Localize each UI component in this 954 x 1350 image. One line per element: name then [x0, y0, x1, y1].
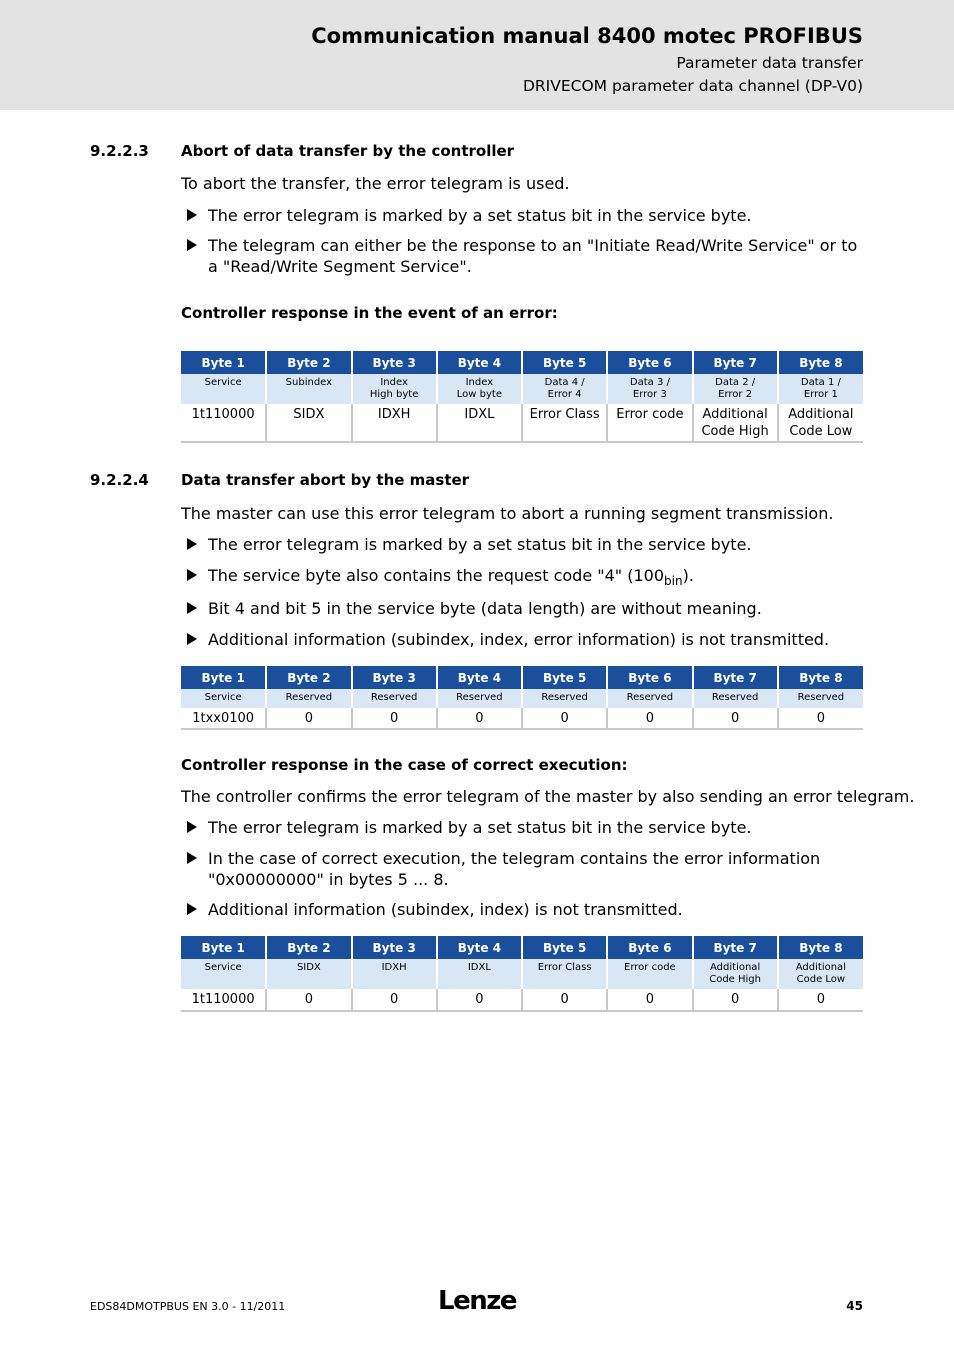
- meta-cell: Additional Code Low: [778, 959, 863, 989]
- triangle-bullet-icon: [187, 602, 197, 614]
- value-cell: Additional Code High: [693, 404, 778, 442]
- meta-cell: Reserved: [607, 689, 692, 708]
- meta-cell: SIDX: [266, 959, 351, 989]
- column-header: Byte 3: [352, 351, 437, 374]
- meta-row: [181, 374, 863, 404]
- triangle-bullet-icon: [187, 903, 197, 915]
- bullet-item: [187, 534, 867, 555]
- meta-row: [181, 959, 863, 989]
- column-header: Byte 3: [352, 666, 437, 689]
- page-number: 45: [846, 1299, 863, 1313]
- meta-cell: Service: [181, 374, 266, 404]
- header-chapter: Parameter data transfer: [676, 54, 863, 72]
- bullet-text: Additional information (subindex, index, error information) is not transmitted.: [208, 630, 830, 649]
- meta-cell: Index High byte: [352, 374, 437, 404]
- bullet-text: The error telegram is marked by a set status bit in the service byte.: [208, 535, 752, 554]
- meta-cell: Additional Code High: [693, 959, 778, 989]
- column-header: Byte 4: [437, 351, 522, 374]
- value-cell: 0: [437, 989, 522, 1011]
- page-header: [0, 0, 954, 110]
- column-header: Byte 8: [778, 351, 863, 374]
- value-cell: 1txx0100: [181, 708, 266, 729]
- paragraph: The master can use this error telegram to abort a running segment transmission.: [181, 504, 834, 523]
- meta-cell: Reserved: [266, 689, 351, 708]
- triangle-bullet-icon: [187, 209, 197, 221]
- triangle-bullet-icon: [187, 633, 197, 645]
- column-header: Byte 8: [778, 936, 863, 959]
- value-cell: 1t110000: [181, 404, 266, 442]
- master-abort-table: [181, 666, 863, 730]
- bullet-item: [187, 629, 867, 650]
- value-cell: 0: [352, 989, 437, 1011]
- bullet-item: [187, 565, 867, 592]
- value-row: [181, 989, 863, 1011]
- section-number: 9.2.2.3: [90, 142, 149, 160]
- value-cell: SIDX: [266, 404, 351, 442]
- paragraph: To abort the transfer, the error telegram is used.: [181, 174, 570, 193]
- triangle-bullet-icon: [187, 821, 197, 833]
- meta-row: [181, 689, 863, 708]
- meta-cell: Error Class: [522, 959, 607, 989]
- column-header: Byte 6: [607, 351, 692, 374]
- column-header: Byte 4: [437, 666, 522, 689]
- bullet-item: [187, 598, 867, 619]
- column-header: Byte 6: [607, 666, 692, 689]
- meta-cell: Service: [181, 959, 266, 989]
- section-title: Abort of data transfer by the controller: [181, 142, 515, 160]
- value-cell: 0: [693, 708, 778, 729]
- meta-cell: Reserved: [693, 689, 778, 708]
- column-header: Byte 7: [693, 666, 778, 689]
- bullet-text: The service byte also contains the request code "4" $(100_{bin})$.: [208, 566, 694, 589]
- bullet-item: [187, 235, 867, 277]
- meta-cell: IDXL: [437, 959, 522, 989]
- value-row: [181, 404, 863, 442]
- value-cell: Additional Code Low: [778, 404, 863, 442]
- bullet-text: Additional information (subindex, index) is not transmitted.: [208, 900, 683, 919]
- section-title: Data transfer abort by the master: [181, 471, 470, 489]
- bullet-text: In the case of correct execution, the telegram contains the error information "0x00000000" in bytes 5 ... 8.: [208, 849, 821, 889]
- column-header: Byte 1: [181, 351, 266, 374]
- error-response-table: [181, 351, 863, 443]
- column-header: Byte 2: [266, 351, 351, 374]
- triangle-bullet-icon: [187, 569, 197, 581]
- column-header: Byte 5: [522, 351, 607, 374]
- meta-cell: Data 1 / Error 1: [778, 374, 863, 404]
- column-header: Byte 8: [778, 666, 863, 689]
- triangle-bullet-icon: [187, 239, 197, 251]
- value-cell: IDXL: [437, 404, 522, 442]
- column-header: Byte 3: [352, 936, 437, 959]
- paragraph: The controller confirms the error telegram of the master by also sending an error telegram.: [181, 787, 915, 806]
- value-cell: 0: [352, 708, 437, 729]
- header-row: [181, 666, 863, 689]
- value-cell: 0: [522, 708, 607, 729]
- correct-execution-table: [181, 936, 863, 1012]
- subheading: Controller response in the case of correct execution:: [181, 756, 628, 774]
- subheading: Controller response in the event of an error:: [181, 304, 558, 322]
- meta-cell: Reserved: [522, 689, 607, 708]
- column-header: Byte 7: [693, 936, 778, 959]
- value-cell: IDXH: [352, 404, 437, 442]
- column-header: Byte 2: [266, 666, 351, 689]
- bullet-text: Bit 4 and bit 5 in the service byte (data length) are without meaning.: [208, 599, 762, 618]
- bullet-item: [187, 205, 867, 226]
- manual-title: Communication manual 8400 motec PROFIBUS: [311, 24, 863, 48]
- value-cell: 0: [266, 708, 351, 729]
- column-header: Byte 7: [693, 351, 778, 374]
- value-cell: 0: [607, 989, 692, 1011]
- value-cell: 0: [522, 989, 607, 1011]
- lenze-logo: [437, 1284, 517, 1316]
- meta-cell: Index Low byte: [437, 374, 522, 404]
- column-header: Byte 6: [607, 936, 692, 959]
- header-row: [181, 351, 863, 374]
- value-cell: 1t110000: [181, 989, 266, 1011]
- column-header: Byte 1: [181, 666, 266, 689]
- value-cell: 0: [778, 708, 863, 729]
- triangle-bullet-icon: [187, 538, 197, 550]
- header-row: [181, 936, 863, 959]
- document-id: EDS84DMOTPBUS EN 3.0 - 11/2011: [90, 1300, 286, 1313]
- header-section: DRIVECOM parameter data channel (DP-V0): [522, 77, 863, 95]
- bullet-text: The telegram can either be the response to an "Initiate Read/Write Service" or to a "Read/Write Segment Service".: [208, 236, 858, 276]
- bullet-item: [187, 817, 867, 838]
- section-number: 9.2.2.4: [90, 471, 149, 489]
- meta-cell: Error code: [607, 959, 692, 989]
- column-header: Byte 1: [181, 936, 266, 959]
- value-cell: 0: [693, 989, 778, 1011]
- triangle-bullet-icon: [187, 852, 197, 864]
- value-cell: Error code: [607, 404, 692, 442]
- column-header: Byte 5: [522, 936, 607, 959]
- value-cell: 0: [437, 708, 522, 729]
- meta-cell: Data 2 / Error 2: [693, 374, 778, 404]
- meta-cell: IDXH: [352, 959, 437, 989]
- column-header: Byte 5: [522, 666, 607, 689]
- meta-cell: Data 3 / Error 3: [607, 374, 692, 404]
- column-header: Byte 4: [437, 936, 522, 959]
- bullet-item: [187, 848, 867, 890]
- value-cell: 0: [607, 708, 692, 729]
- meta-cell: Subindex: [266, 374, 351, 404]
- bullet-item: [187, 899, 867, 920]
- bullet-text: The error telegram is marked by a set status bit in the service byte.: [208, 206, 752, 225]
- value-cell: 0: [778, 989, 863, 1011]
- meta-cell: Service: [181, 689, 266, 708]
- meta-cell: Data 4 / Error 4: [522, 374, 607, 404]
- logo-text: Lenze: [438, 1286, 516, 1316]
- column-header: Byte 2: [266, 936, 351, 959]
- meta-cell: Reserved: [352, 689, 437, 708]
- bullet-text: The error telegram is marked by a set status bit in the service byte.: [208, 818, 752, 837]
- value-cell: 0: [266, 989, 351, 1011]
- meta-cell: Reserved: [437, 689, 522, 708]
- value-cell: Error Class: [522, 404, 607, 442]
- meta-cell: Reserved: [778, 689, 863, 708]
- value-row: [181, 708, 863, 729]
